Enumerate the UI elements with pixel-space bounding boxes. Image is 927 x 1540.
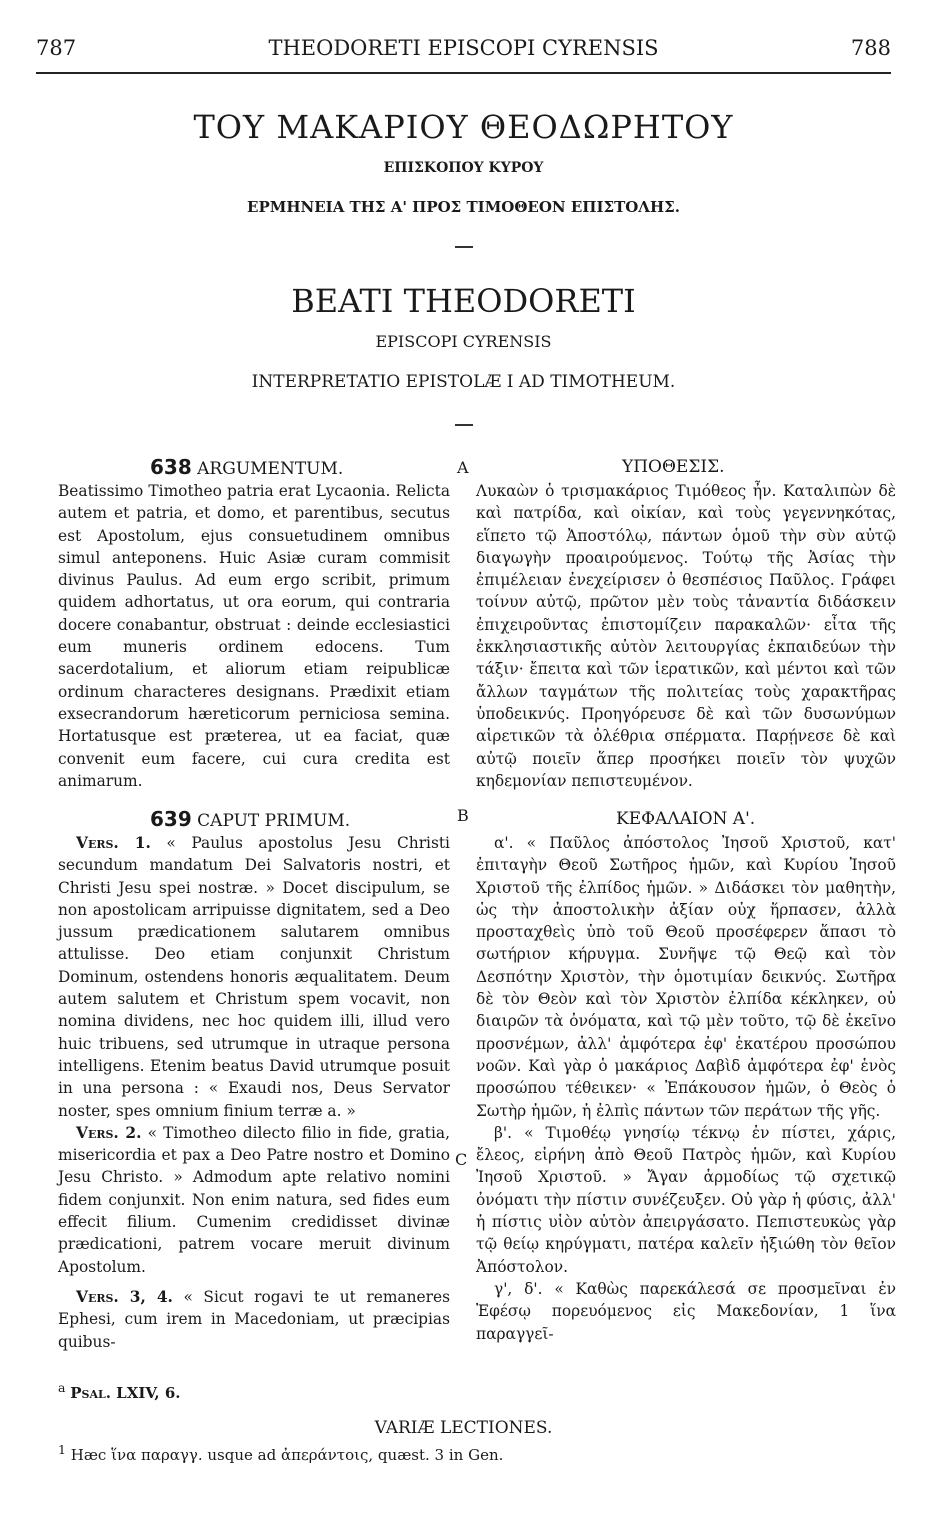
margin-letter-a: A xyxy=(457,458,469,477)
column-number: 639 xyxy=(150,807,192,831)
latin-title: BEATI THEODORETI xyxy=(291,282,636,320)
verse-text: « Καθὼς παρεκάλεσά σε προσμεῖναι ἐν Ἐφέσῳ πορευόμενος εἰς Μακεδονίαν, 1 ἵνα παραγγεῖ- xyxy=(476,1279,896,1343)
verse-label: γ', δ'. xyxy=(494,1279,543,1298)
kephalaion-text xyxy=(476,832,896,1345)
verse-label: β'. xyxy=(494,1123,513,1142)
verse-paragraph xyxy=(58,1286,450,1353)
section-title: ARGUMENTUM. xyxy=(197,459,344,479)
variant-text: Hæc ἵνα παραγγ. usque ad ἀπεράντοις, quæst. 3 in Gen. xyxy=(70,1446,504,1464)
verse-label: Vers. 1. xyxy=(76,834,151,852)
hypothesis-heading: ΥΠΟΘΕΣΙΣ. xyxy=(622,457,725,477)
margin-letter-b: B xyxy=(457,806,469,825)
verse-paragraph xyxy=(58,1122,450,1278)
verse-label: α'. xyxy=(494,834,514,852)
margin-letter-c: C xyxy=(455,1150,468,1169)
verse-text: « Sicut rogavi te ut remaneres Ephesi, cum irem in Macedoniam, ut præcipias quibus- xyxy=(58,1287,450,1351)
greek-heading: ΕΡΜΗΝΕΙΑ ΤΗΣ Α' ΠΡΟΣ ΤΙΜΟΘΕΟΝ ΕΠΙΣΤΟΛΗΣ. xyxy=(247,198,680,216)
variae-heading: VARIÆ LECTIONES. xyxy=(374,1418,553,1438)
verse-text: « Παῦλος ἀπόστολος Ἰησοῦ Χριστοῦ, κατ' ἐπιταγὴν Θεοῦ Σωτῆρος ἡμῶν, καὶ Κυρίου Ἰησοῦ Χριστοῦ τῆς ἐλπίδος ἡμῶν. » Διδάσκει τὸν μαθητὴν, ὡς τὴν ἀποστολικὴν ἀξίαν οὐχ ἥρπασεν, ἀλλὰ προσταχθεὶς ὑπὸ τοῦ Θεοῦ προσέφερεν ἅπασι τὸ σωτήριον κήρυγμα. Συνῆψε τῷ Θεῷ καὶ τὸν Δεσπότην Χριστὸν, τὴν ὁμοτιμίαν δεικνύς. Σωτῆρα δὲ τὸν Θεὸν καὶ τὸν Χριστὸν ἐλπίδα κέκληκεν, οὐ διαιρῶν τὰ ὀνόματα, καὶ τῷ μὲν τοῦτο, τῷ δὲ ἐκεῖνο προσνέμων, ἀλλ' ἀμφότερα ἐφ' ἑκατέρου προσώπου νοῶν. Καὶ γὰρ ὁ μακάριος Δαβὶδ ἀμφότερα ἐφ' ἑνὸς προσώπου τέθεικεν· « Ἐπάκουσον ἡμῶν, ὁ Θεὸς ὁ Σωτὴρ ἡμῶν, ἡ ἐλπὶς πάντων τῶν περάτων τῆς γῆς. xyxy=(476,834,896,1120)
divider-dash xyxy=(455,424,473,426)
hypothesis-text xyxy=(476,480,896,792)
latin-heading: INTERPRETATIO EPISTOLÆ I AD TIMOTHEUM. xyxy=(251,372,676,392)
argumentum-heading xyxy=(150,456,343,480)
latin-subtitle: EPISCOPI CYRENSIS xyxy=(375,332,552,351)
paragraph: Beatissimo Timotheo patria erat Lycaonia. Relicta autem et patria, et domo, et parentibus, secutus est Apostolum, ejus consuetudinem omnibus simul anteponens. Huic Asiæ curam commisit divinus Paulus. Ad eum ergo scribit, primum quidem adhortatus, ut ora eorum, qui contraria docere conabantur, obstruat : deinde ecclesiastici eum muneris ordinem edocens. Tum sacerdotalium, et aliorum etiam reipublicæ ordinum characteres designans. Prædixit etiam exsecrandorum hæreticorum perniciosa semina. Hortatusque est præterea, ut ea faciat, quæ convenit eum facere, cui cura credita est animarum. xyxy=(58,482,450,790)
caput-text xyxy=(58,832,450,1353)
paragraph: Λυκαὼν ὁ τρισμακάριος Τιμόθεος ἦν. Καταλιπὼν δὲ καὶ πατρίδα, καὶ οἰκίαν, καὶ τοὺς γεγεννηκότας, εἵπετο τῷ Ἀποστόλῳ, πάντων ὁμοῦ τὴν σὺν αὐτῷ διαγωγὴν προαιρούμενος. Τούτῳ τῆς Ἀσίας τὴν ἐπιμέλειαν ἐνεχείρισεν ὁ θεσπέσιος Παῦλος. Γράφει τοίνυν αὐτῷ, πρῶτον μὲν τοὺς τἀναντία διδάσκειν ἐπιχειροῦντας ἐπιστομίζειν παρακαλῶν· εἶτα τῆς ἐκκλησιαστικῆς αὐτὸν λειτουργίας ἐκπαιδεύων τὴν τάξιν· ἔπειτα καὶ τῶν ἱερατικῶν, καὶ μέντοι καὶ τῶν ἄλλων ταγμάτων τῆς πολιτείας τοὺς χαρακτῆρας ὑποδεικνύς. Προηγόρευσε δὲ καὶ τῶν δυσωνύμων αἱρετικῶν τὰ ὀλέθρια σπέρματα. Παρῄνεσε δὲ καὶ αὐτῷ ποιεῖν ἅπερ προσήκει ποιεῖν τὸν ψυχῶν κηδεμονίαν πεπιστευμένον. xyxy=(476,482,896,790)
verse-paragraph xyxy=(476,1122,896,1278)
greek-title: ΤΟΥ ΜΑΚΑΡΙΟΥ ΘΕΟΔΩΡΗΤΟΥ xyxy=(193,108,734,146)
verse-text: « Timotheo dilecto filio in fide, gratia, misericordia et pax a Deo Patre nostro et Domino Jesu Christo. » Admodum apte relativo nomini fidem conjunxit. Non enim natura, sed fides eum effecit filium. Cumenim credidisset divinæ prædicationi, patrem vocare meruit divinum Apostolum. xyxy=(58,1123,450,1276)
running-title: THEODORETI EPISCOPI CYRENSIS xyxy=(268,36,659,60)
footnote-mark: a xyxy=(58,1380,66,1395)
section-title: CAPUT PRIMUM. xyxy=(197,811,351,831)
verse-label: Vers. 2. xyxy=(76,1123,142,1142)
variae-note xyxy=(58,1442,503,1464)
verse-paragraph xyxy=(476,832,896,1122)
verse-text: « Paulus apostolus Jesu Christi secundum mandatum Dei Salvatoris nostri, et Christi Jesu spei nostræ. » Docet discipulum, se non apostolicam arripuisse dignitatem, sed a Deo jussum prædicationem salutarem omnibus attulisse. Deo etiam conjunxit Christum Dominum, ostendens honoris æqualitatem. Deum autem salutem et Christum spem vocavit, non nomina dividens, nec hoc quidem illi, illud vero huic tribuens, sed utrumque in utraque persona intelligens. Etenim beatus David utrumque posuit in una persona : « Exaudi nos, Deus Servator noster, spes omnium finium terræ a. » xyxy=(58,834,450,1120)
kephalaion-heading: ΚΕΦΑΛΑΙΟΝ Α'. xyxy=(616,809,756,829)
variant-mark: 1 xyxy=(58,1442,66,1457)
divider-dash xyxy=(455,246,473,248)
argumentum-text xyxy=(58,480,450,792)
verse-paragraph xyxy=(58,832,450,1122)
footnote xyxy=(58,1380,181,1402)
verse-text: « Τιμοθέῳ γνησίῳ τέκνῳ ἐν πίστει, χάρις, ἔλεος, εἰρήνη ἀπὸ Θεοῦ Πατρὸς ἡμῶν, καὶ Κυρίου Ἰησοῦ Χριστοῦ. » Ἄγαν ἁρμοδίως τῷ σχετικῷ ὀνόματι τὴν πίστιν συνέζευξεν. Οὐ γὰρ ἡ φύσις, ἀλλ' ἡ πίστις υἱὸν αὐτὸν ἀπειργάσατο. Πεπιστευκὼς γὰρ τῷ θείῳ κηρύγματι, πατέρα καλεῖν ἠξιώθη τὸν θεῖον Ἀπόστολον. xyxy=(476,1123,896,1276)
caput-heading xyxy=(150,808,350,832)
verse-label: Vers. 3, 4. xyxy=(76,1287,173,1306)
greek-subtitle: ΕΠΙΣΚΟΠΟΥ ΚΥΡΟΥ xyxy=(383,160,544,176)
column-number: 638 xyxy=(150,455,192,479)
verse-paragraph xyxy=(476,1278,896,1345)
header-rule xyxy=(36,72,891,74)
footnote-text: Psal. LXIV, 6. xyxy=(70,1384,181,1402)
page-number-right: 788 xyxy=(850,36,891,60)
page-number-left: 787 xyxy=(36,36,77,60)
